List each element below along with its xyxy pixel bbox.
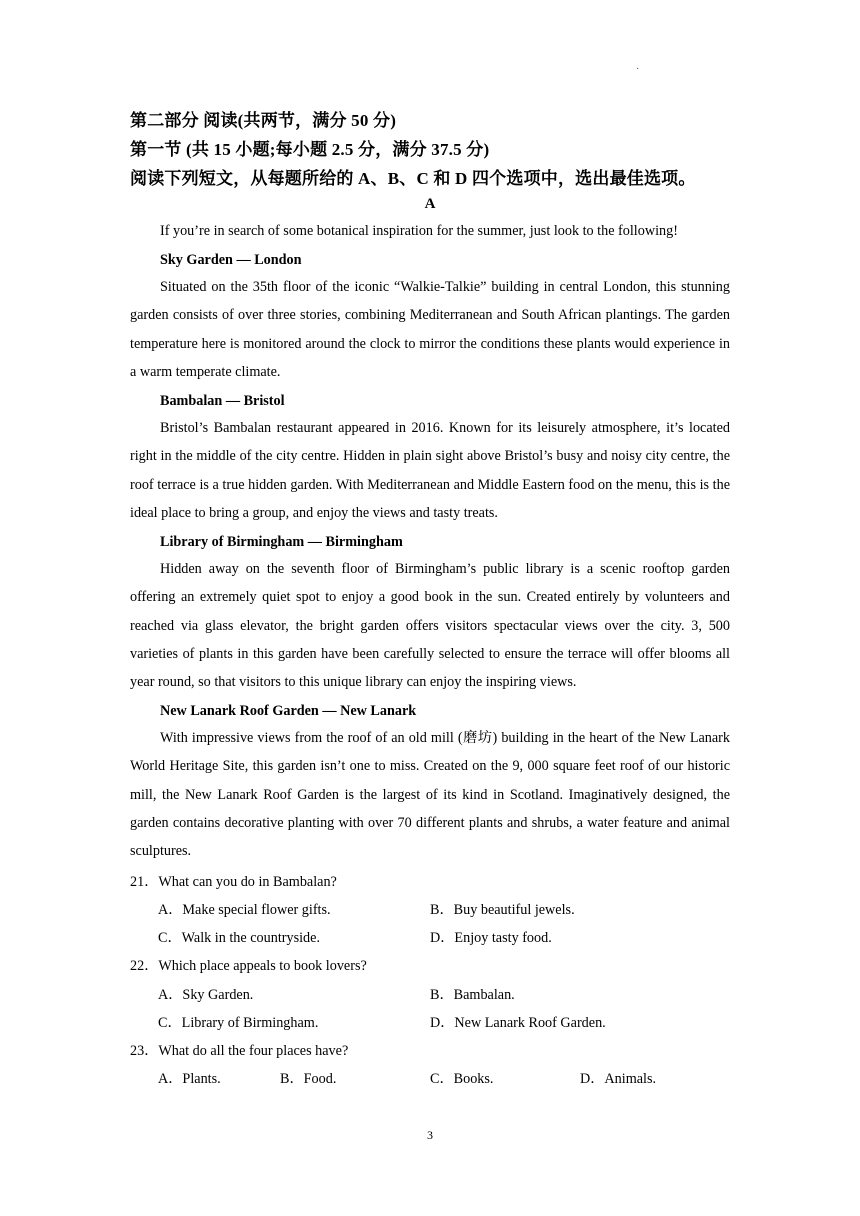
- question-21-option-d: D．Enjoy tasty food.: [430, 930, 552, 946]
- question-22-option-a: A．Sky Garden.: [158, 987, 254, 1003]
- question-23-option-b: B．Food.: [280, 1071, 337, 1087]
- question-21-option-a: A．Make special flower gifts.: [158, 902, 331, 918]
- section-body-library: Hidden away on the seventh floor of Birmingham’s public library is a scenic rooftop garden offering an extremely quiet spot to enjoy a good book in the sun. Created entirely by volunteers and reached via glass elevator, the bright garden offers visitors spectacular views over the city. 3, 500 varieties of plants in this garden have been carefully selected to ensure the terrace will offer blooms all year round, so that visitors to this unique library can enjoy the inspiring views.: [130, 561, 730, 691]
- question-21-option-c: C．Walk in the countryside.: [158, 930, 320, 946]
- question-23-option-c: C．Books.: [430, 1071, 494, 1087]
- passage-intro: If you’re in search of some botanical inspiration for the summer, just look to the following!: [160, 223, 678, 239]
- section-heading: 第一节 (共 15 小题;每小题 2.5 分，满分 37.5 分): [130, 140, 490, 159]
- question-22-option-b: B．Bambalan.: [430, 987, 515, 1003]
- question-23-option-d: D．Animals.: [580, 1071, 657, 1087]
- section-title-bambalan: Bambalan — Bristol: [160, 393, 285, 409]
- question-23-stem: 23．What do all the four places have?: [130, 1043, 349, 1059]
- instruction-text: 阅读下列短文，从每题所给的 A、B、C 和 D 四个选项中，选出最佳选项。: [130, 169, 696, 188]
- question-22-stem: 22．Which place appeals to book lovers?: [130, 958, 367, 974]
- section-body-new-lanark: With impressive views from the roof of an old mill (磨坊) building in the heart of the New Lanark World Heritage Site, this garden isn’t one to miss. Created on the 9, 000 square feet roof of our historic mill, the New Lanark Roof Garden is the largest of its kind in Scotland. Imaginatively designed, the garden contains decorative planting with over 70 different plants and shrubs, a water feature and animal sculptures.: [130, 730, 730, 860]
- section-title-sky-garden: Sky Garden — London: [160, 252, 302, 268]
- page-number: 3: [427, 1128, 433, 1142]
- page-mark: ·: [636, 64, 640, 75]
- part-heading: 第二部分 阅读(共两节，满分 50 分): [130, 111, 397, 130]
- section-title-new-lanark: New Lanark Roof Garden — New Lanark: [160, 703, 417, 719]
- question-23-option-a: A．Plants.: [158, 1071, 221, 1087]
- section-body-bambalan: Bristol’s Bambalan restaurant appeared in 2016. Known for its leisurely atmosphere, it’s located right in the middle of the city centre. Hidden in plain sight above Bristol’s busy and noisy city centre, the roof terrace is a true hidden garden. With Mediterranean and Middle Eastern food on the menu, this is the ideal place to bring a group, and enjoy the views and tasty treats.: [130, 420, 730, 521]
- question-21-option-b: B．Buy beautiful jewels.: [430, 902, 575, 918]
- question-22-option-c: C．Library of Birmingham.: [158, 1015, 319, 1031]
- passage-label: A: [424, 196, 436, 212]
- section-title-library: Library of Birmingham — Birmingham: [160, 534, 403, 550]
- question-21-stem: 21．What can you do in Bambalan?: [130, 874, 337, 890]
- question-22-option-d: D．New Lanark Roof Garden.: [430, 1015, 606, 1031]
- section-body-sky-garden: Situated on the 35th floor of the iconic “Walkie-Talkie” building in central London, this stunning garden consists of over three stories, combining Mediterranean and South African plantings. The garden temperature here is monitored around the clock to mirror the conditions these plants would experience in a warm temperate climate.: [130, 279, 730, 380]
